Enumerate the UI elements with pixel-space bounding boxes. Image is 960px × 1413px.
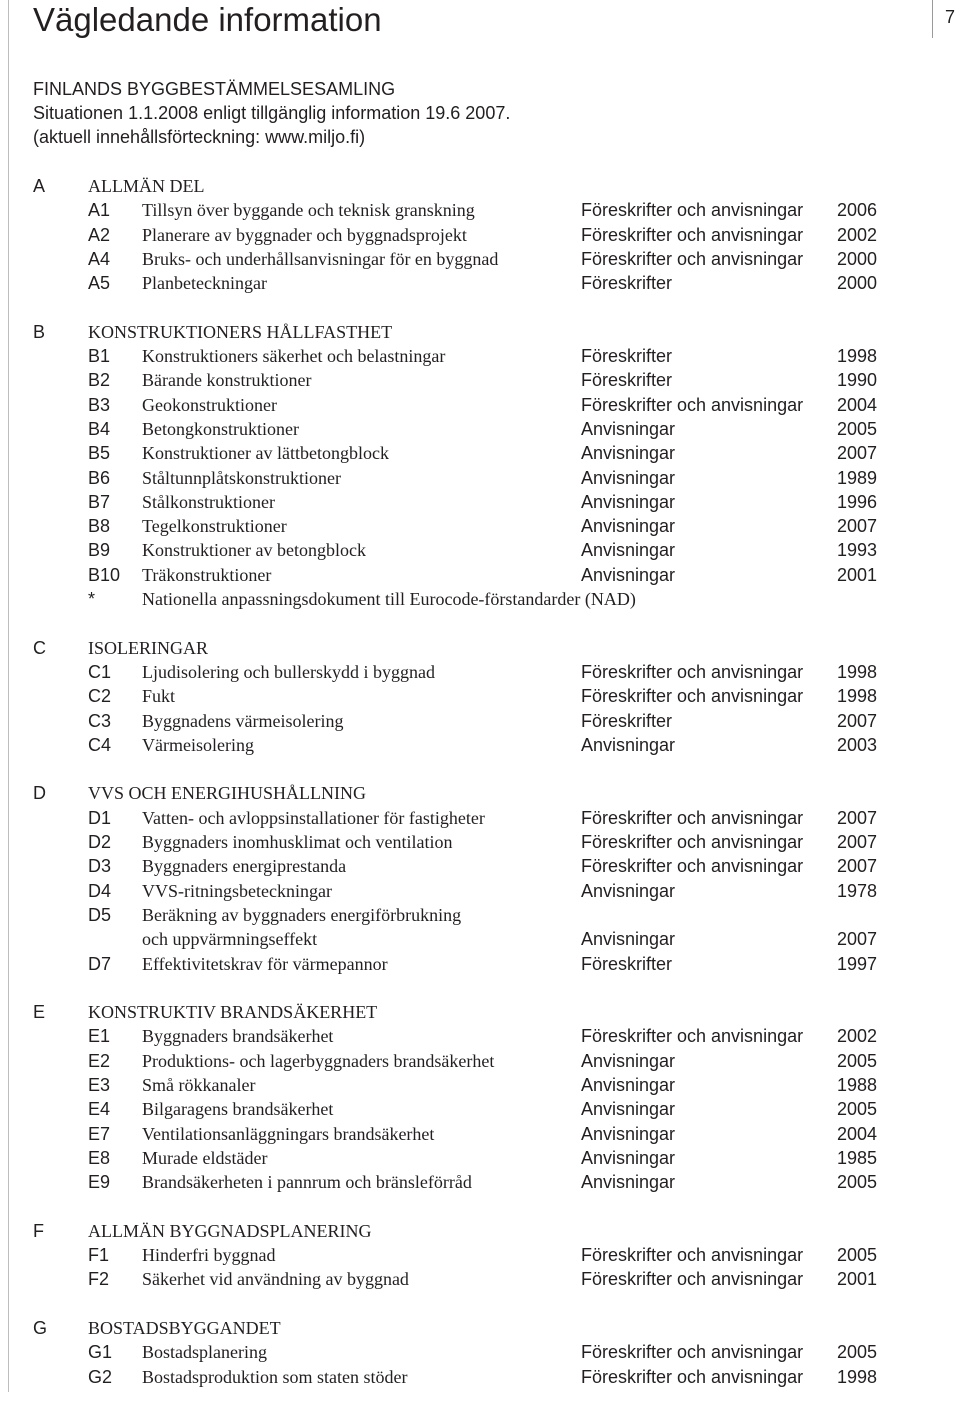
- list-item: [0, 563, 960, 587]
- item-title: Murade eldstäder: [142, 1147, 268, 1168]
- item-title: Bärande konstruktioner: [142, 370, 312, 391]
- item-title: Ljudisolering och bullerskydd i byggnad: [142, 661, 435, 682]
- section-title: VVS OCH ENERGIHUSHÅLLNING: [88, 783, 366, 804]
- list-item: [0, 1024, 960, 1048]
- item-year: 1998: [837, 1366, 878, 1387]
- section-header: [0, 1000, 960, 1024]
- item-code: D2: [88, 832, 112, 853]
- item-code: F1: [88, 1245, 110, 1266]
- list-item: [0, 441, 960, 465]
- item-year: 2002: [837, 1026, 878, 1047]
- item-title: Byggnaders inomhusklimat och ventilation: [142, 832, 453, 853]
- item-title: Ventilationsanläggningars brandsäkerhet: [142, 1123, 435, 1144]
- item-type: Föreskrifter och anvisningar: [581, 394, 804, 415]
- list-item: [0, 903, 960, 927]
- item-type: Föreskrifter och anvisningar: [581, 807, 804, 828]
- list-item: [0, 879, 960, 903]
- item-code: B8: [88, 516, 111, 537]
- item-code: D7: [88, 953, 112, 974]
- item-year: 2007: [837, 856, 878, 877]
- item-type: Anvisningar: [581, 418, 676, 439]
- item-type: Föreskrifter och anvisningar: [581, 686, 804, 707]
- item-code: B7: [88, 491, 111, 512]
- section-title: KONSTRUKTIONERS HÅLLFASTHET: [88, 321, 393, 342]
- list-item: [0, 684, 960, 708]
- item-year: 1993: [837, 540, 878, 561]
- item-year: 2007: [837, 443, 878, 464]
- list-item: [0, 417, 960, 441]
- item-type: Anvisningar: [581, 1172, 676, 1193]
- item-type: Föreskrifter och anvisningar: [581, 1269, 804, 1290]
- item-year: 2007: [837, 929, 878, 950]
- list-item: [0, 223, 960, 247]
- section-header: [0, 636, 960, 660]
- list-item: [0, 806, 960, 830]
- section-title: ALLMÄN BYGGNADSPLANERING: [88, 1220, 372, 1241]
- item-year: 1997: [837, 953, 878, 974]
- section-header: [0, 781, 960, 805]
- item-year: 2003: [837, 734, 878, 755]
- item-type: Föreskrifter och anvisningar: [581, 1366, 804, 1387]
- item-code: B9: [88, 540, 111, 561]
- list-item: [0, 854, 960, 878]
- item-code: C1: [88, 661, 112, 682]
- item-type: Anvisningar: [581, 1050, 676, 1071]
- item-year: 1996: [837, 491, 878, 512]
- item-type: Anvisningar: [581, 880, 676, 901]
- item-title: Bostadsplanering: [142, 1342, 267, 1363]
- list-item: [0, 393, 960, 417]
- item-type: Föreskrifter: [581, 710, 673, 731]
- item-title: Produktions- och lagerbyggnaders brandsäkerhet: [142, 1050, 495, 1071]
- item-code: E9: [88, 1172, 111, 1193]
- item-type: Anvisningar: [581, 1123, 676, 1144]
- section-letter: D: [33, 783, 46, 804]
- item-year: 2005: [837, 1245, 878, 1266]
- section-letter: E: [33, 1002, 46, 1023]
- section-letter: A: [33, 176, 46, 196]
- item-type: Föreskrifter: [581, 370, 673, 391]
- list-item: [0, 733, 960, 757]
- item-title: Tillsyn över byggande och teknisk granskning: [142, 200, 475, 221]
- item-year: 2005: [837, 1050, 878, 1071]
- item-title: och uppvärmningseffekt: [142, 929, 318, 950]
- item-type: Föreskrifter och anvisningar: [581, 1245, 804, 1266]
- item-type: Anvisningar: [581, 443, 676, 464]
- item-year: 2001: [837, 564, 878, 585]
- item-code: E8: [88, 1147, 111, 1168]
- item-title: Hinderfri byggnad: [142, 1245, 276, 1266]
- list-item: [0, 198, 960, 222]
- list-item: [0, 247, 960, 271]
- item-code: D4: [88, 880, 112, 901]
- item-year: 1978: [837, 880, 878, 901]
- section-letter: F: [33, 1220, 44, 1241]
- item-title: Små rökkanaler: [142, 1074, 256, 1095]
- section-header: [0, 1219, 960, 1243]
- list-item: [0, 1267, 960, 1291]
- item-code: B1: [88, 346, 111, 367]
- item-year: 2004: [837, 1123, 878, 1144]
- list-item: [0, 1097, 960, 1121]
- item-type: Föreskrifter och anvisningar: [581, 661, 804, 682]
- item-title: Planerare av byggnader och byggnadsprojekt: [142, 224, 467, 245]
- section-b: [0, 320, 960, 612]
- section-title: ISOLERINGAR: [88, 637, 208, 658]
- item-type: Föreskrifter och anvisningar: [581, 248, 804, 269]
- item-year: 1990: [837, 370, 878, 391]
- item-title: Värmeisolering: [142, 734, 254, 755]
- item-year: 2005: [837, 1172, 878, 1193]
- page-number: 7: [945, 7, 956, 27]
- item-code: E7: [88, 1123, 111, 1144]
- item-title: Nationella anpassningsdokument till Eurocode-förstandarder (NAD): [142, 589, 636, 610]
- item-title: VVS-ritningsbeteckningar: [142, 880, 332, 901]
- item-type: Anvisningar: [581, 1147, 676, 1168]
- item-title: Träkonstruktioner: [142, 564, 272, 585]
- list-item: [0, 709, 960, 733]
- list-item: [0, 344, 960, 368]
- list-item: [0, 1146, 960, 1170]
- item-title: Byggnaders brandsäkerhet: [142, 1026, 334, 1047]
- list-item: [0, 1170, 960, 1194]
- item-year: 2007: [837, 516, 878, 537]
- list-item: [0, 660, 960, 684]
- list-item: [0, 466, 960, 490]
- regulation-index: [0, 174, 960, 1413]
- item-code: E4: [88, 1099, 111, 1120]
- item-year: 1989: [837, 467, 878, 488]
- list-item: [0, 1073, 960, 1097]
- item-code: A5: [88, 273, 111, 294]
- item-type: Föreskrifter: [581, 273, 673, 294]
- item-type: Föreskrifter och anvisningar: [581, 1026, 804, 1047]
- item-year: 2005: [837, 418, 878, 439]
- item-title: Geokonstruktioner: [142, 394, 277, 415]
- list-item: [0, 1340, 960, 1364]
- item-title: Stålkonstruktioner: [142, 491, 275, 512]
- item-title: Planbeteckningar: [142, 273, 267, 294]
- item-title: Beräkning av byggnaders energiförbrukning: [142, 904, 462, 925]
- item-year: 2007: [837, 807, 878, 828]
- item-code: G1: [88, 1342, 113, 1363]
- item-code: B10: [88, 564, 121, 585]
- item-code: D5: [88, 904, 112, 925]
- item-code: A2: [88, 224, 111, 245]
- item-title: Bostadsproduktion som staten stöder: [142, 1366, 408, 1387]
- section-title: KONSTRUKTIV BRANDSÄKERHET: [88, 1002, 378, 1023]
- item-title: Byggnaders energiprestanda: [142, 856, 347, 877]
- item-year: 1985: [837, 1147, 878, 1168]
- item-year: 2006: [837, 200, 878, 221]
- item-code: C2: [88, 686, 112, 707]
- item-title: Ståltunnplåtskonstruktioner: [142, 467, 341, 488]
- section-e: [0, 1000, 960, 1194]
- item-year: 2001: [837, 1269, 878, 1290]
- item-title: Effektivitetskrav för värmepannor: [142, 953, 388, 974]
- item-type: Föreskrifter: [581, 346, 673, 367]
- list-item: [0, 587, 960, 611]
- item-year: 1998: [837, 686, 878, 707]
- list-item: [0, 538, 960, 562]
- item-type: Anvisningar: [581, 540, 676, 561]
- item-year: 2005: [837, 1342, 878, 1363]
- item-code: A1: [88, 200, 111, 221]
- item-code: B4: [88, 418, 111, 439]
- list-item: [0, 514, 960, 538]
- section-header: [0, 320, 960, 344]
- section-header: [0, 174, 960, 198]
- section-title: BOSTADSBYGGANDET: [88, 1317, 281, 1338]
- list-item: [0, 368, 960, 392]
- item-type: Föreskrifter och anvisningar: [581, 856, 804, 877]
- item-title: Säkerhet vid användning av byggnad: [142, 1269, 409, 1290]
- page-title: Vägledande information: [33, 1, 382, 38]
- source-line-collection: FINLANDS BYGGBESTÄMMELSESAMLING: [33, 79, 396, 99]
- item-type: Anvisningar: [581, 929, 676, 950]
- section-header: [0, 1316, 960, 1340]
- section-g: [0, 1316, 960, 1389]
- item-year: 2000: [837, 273, 878, 294]
- item-title: Betongkonstruktioner: [142, 418, 299, 439]
- item-code: E2: [88, 1050, 111, 1071]
- source-line-link: (aktuell innehållsförteckning: www.miljo.fi): [33, 127, 366, 147]
- source-line-situation: Situationen 1.1.2008 enligt tillgänglig information 19.6 2007.: [33, 103, 511, 123]
- item-code: A4: [88, 248, 111, 269]
- item-title: Bilgaragens brandsäkerhet: [142, 1099, 334, 1120]
- item-title: Tegelkonstruktioner: [142, 516, 287, 537]
- list-item: [0, 1122, 960, 1146]
- section-letter: C: [33, 637, 46, 658]
- item-type: Anvisningar: [581, 516, 676, 537]
- item-type: Anvisningar: [581, 491, 676, 512]
- item-code: D1: [88, 807, 112, 828]
- item-code: G2: [88, 1366, 113, 1387]
- item-title: Fukt: [142, 686, 176, 707]
- header-divider: [932, 0, 933, 38]
- item-code: C4: [88, 734, 112, 755]
- item-type: Anvisningar: [581, 734, 676, 755]
- item-code: E3: [88, 1074, 111, 1095]
- item-title: Konstruktioners säkerhet och belastningar: [142, 346, 446, 367]
- item-code: C3: [88, 710, 112, 731]
- item-type: Föreskrifter och anvisningar: [581, 832, 804, 853]
- list-item: [0, 271, 960, 295]
- item-code: *: [88, 589, 96, 610]
- item-type: Anvisningar: [581, 564, 676, 585]
- item-type: Anvisningar: [581, 1099, 676, 1120]
- item-year: 2005: [837, 1099, 878, 1120]
- item-title: Konstruktioner av lättbetongblock: [142, 443, 389, 464]
- item-title: Byggnadens värmeisolering: [142, 710, 344, 731]
- item-type: Föreskrifter: [581, 953, 673, 974]
- item-code: B2: [88, 370, 111, 391]
- list-item: [0, 1365, 960, 1389]
- list-item: [0, 927, 960, 951]
- item-code: F2: [88, 1269, 110, 1290]
- item-year: 2007: [837, 710, 878, 731]
- item-year: 2002: [837, 224, 878, 245]
- item-type: Föreskrifter och anvisningar: [581, 1342, 804, 1363]
- item-code: B6: [88, 467, 111, 488]
- item-title: Vatten- och avloppsinstallationer för fastigheter: [142, 807, 485, 828]
- item-type: Föreskrifter och anvisningar: [581, 224, 804, 245]
- source-info: [33, 77, 510, 149]
- item-code: E1: [88, 1026, 111, 1047]
- item-title: Konstruktioner av betongblock: [142, 540, 366, 561]
- section-c: [0, 636, 960, 757]
- section-title: ALLMÄN DEL: [88, 176, 205, 196]
- list-item: [0, 1243, 960, 1267]
- item-type: Anvisningar: [581, 467, 676, 488]
- item-year: 1998: [837, 661, 878, 682]
- section-letter: B: [33, 321, 46, 342]
- list-item: [0, 952, 960, 976]
- item-type: Föreskrifter och anvisningar: [581, 200, 804, 221]
- item-year: 2000: [837, 248, 878, 269]
- item-code: B3: [88, 394, 111, 415]
- list-item: [0, 830, 960, 854]
- item-code: D3: [88, 856, 112, 877]
- item-title: Brandsäkerheten i pannrum och bränsleförråd: [142, 1172, 472, 1193]
- item-year: 1998: [837, 346, 878, 367]
- section-f: [0, 1219, 960, 1292]
- item-year: 2007: [837, 832, 878, 853]
- item-year: 2004: [837, 394, 878, 415]
- item-year: 1988: [837, 1074, 878, 1095]
- item-code: B5: [88, 443, 111, 464]
- list-item: [0, 490, 960, 514]
- item-title: Bruks- och underhållsanvisningar för en byggnad: [142, 248, 499, 269]
- list-item: [0, 1049, 960, 1073]
- section-a: [0, 174, 960, 295]
- section-letter: G: [33, 1317, 48, 1338]
- item-type: Anvisningar: [581, 1074, 676, 1095]
- section-d: [0, 781, 960, 975]
